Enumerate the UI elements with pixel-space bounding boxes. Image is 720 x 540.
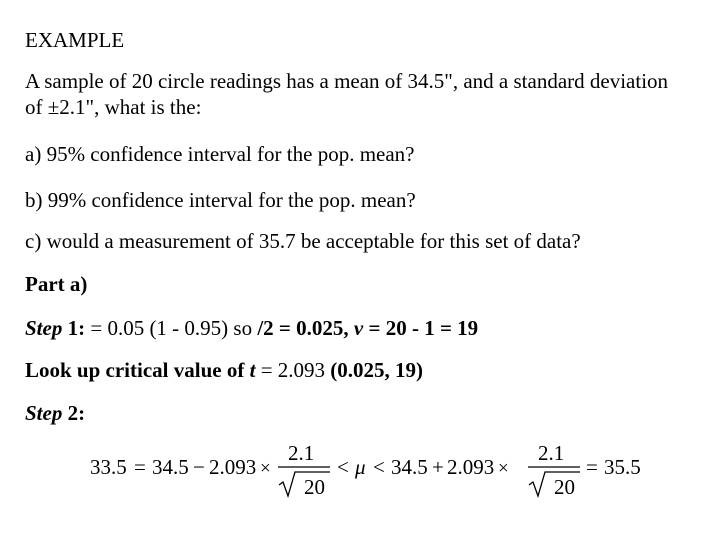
formula-minus: − (193, 455, 205, 479)
formula-less-than-1: < (337, 455, 349, 479)
question-a: a) 95% confidence interval for the pop. mean? (25, 142, 415, 166)
step1-word: Step (25, 316, 63, 340)
formula-mean-1: 34.5 (152, 455, 189, 479)
step1-rest: /2 = 0.025, (257, 316, 354, 340)
formula-equals-2: = (586, 455, 598, 479)
heading: EXAMPLE (25, 28, 125, 52)
problem-statement: A sample of 20 circle readings has a mean of 34.5", and a standard deviation of ±2.1", what is the: (25, 69, 669, 119)
step1-line (25, 315, 478, 341)
formula-times-2: × (498, 458, 509, 479)
step2-line (25, 400, 85, 426)
formula-plus: + (432, 455, 444, 479)
step1-eq-prefix: = (85, 316, 108, 340)
lookup-args: (0.025, 19) (325, 358, 424, 382)
formula-times-1: × (260, 458, 271, 479)
formula-t-value-1: 2.093 (209, 455, 257, 479)
lookup-prefix: Look up critical value of (25, 358, 250, 382)
step1-v-symbol: v (353, 316, 364, 340)
formula-numerator-2: 2.1 (538, 441, 565, 465)
question-b: b) 99% confidence interval for the pop. mean? (25, 188, 416, 212)
formula-mean-2: 34.5 (391, 455, 428, 479)
formula-equals: = (134, 455, 146, 479)
lookup-value: 2.093 (277, 358, 326, 382)
formula-sqrt-n-1: 20 (304, 475, 325, 499)
step1-num: 1: (62, 316, 86, 340)
formula-upper-bound: 35.5 (604, 455, 641, 479)
lookup-line (25, 357, 423, 383)
part-label: Part a) (25, 272, 88, 296)
question-c: c) would a measurement of 35.7 be acceptable for this set of data? (25, 229, 581, 253)
step1-v-rest: = 20 - 1 = 19 (363, 316, 479, 340)
step2-word: Step (25, 401, 63, 425)
lookup-eq: = (255, 358, 278, 382)
lookup-t-symbol: t (249, 358, 256, 382)
formula-mu: μ (355, 455, 366, 479)
formula-lower-bound: 33.5 (90, 455, 127, 479)
formula-t-value-2: 2.093 (447, 455, 495, 479)
step2-num: 2: (62, 401, 86, 425)
confidence-interval-formula (90, 438, 650, 500)
formula-less-than-2: < (373, 455, 385, 479)
formula-numerator-1: 2.1 (288, 441, 315, 465)
step1-eq-value: 0.05 (1 - 0.95) so (107, 316, 258, 340)
formula-sqrt-n-2: 20 (554, 475, 575, 499)
